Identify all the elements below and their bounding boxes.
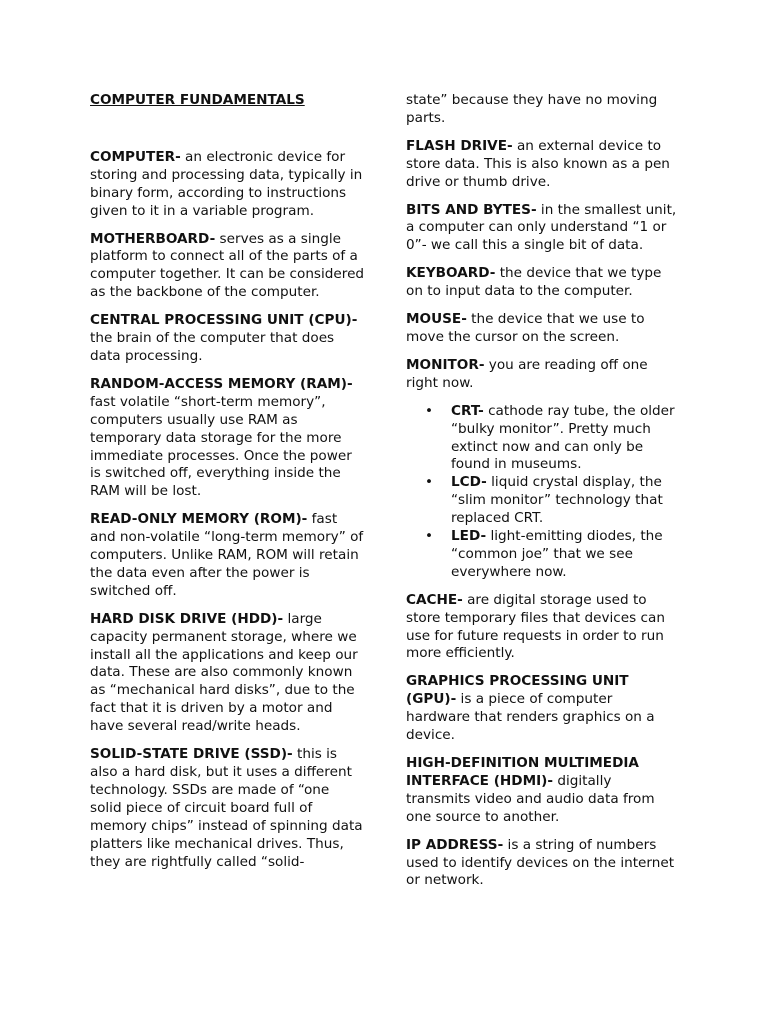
entry-mouse xyxy=(406,311,678,347)
entry-definition: the brain of the computer that does data processing. xyxy=(90,330,335,364)
entry-term: COMPUTER- xyxy=(90,148,181,165)
entry-term: IP ADDRESS- xyxy=(406,836,504,853)
entry-term: HARD DISK DRIVE (HDD)- xyxy=(90,610,284,627)
entry-definition: the device that we type on to input data to the computer. xyxy=(406,265,662,300)
entry-flash-drive xyxy=(406,138,678,192)
right-column xyxy=(406,92,678,900)
entry-term: RANDOM-ACCESS MEMORY (RAM)- xyxy=(90,375,353,392)
entry-ram xyxy=(90,376,365,501)
entry-definition: an electronic device for storing and processing data, typically in binary form, according to instructions given to it in a variable program. xyxy=(90,148,363,219)
entry-definition: are digital storage used to store temporary files that devices can use for future requests in order to run more efficiently. xyxy=(406,591,665,662)
bullet-icon: • xyxy=(425,528,434,545)
entry-definition: large capacity permanent storage, where we install all the applications and keep our data. These are also commonly known as “mechanical hard disks”, due to the fact that it is driven by a motor and have several read/write heads. xyxy=(90,610,358,735)
entry-definition: fast volatile “short-term memory”, computers usually use RAM as temporary data storage for the more immediate processes. Once the power is switched off, everything inside the RAM will be lost. xyxy=(90,393,352,500)
entry-term: READ-ONLY MEMORY (ROM)- xyxy=(90,511,308,528)
entry-definition: light-emitting diodes, the “common joe” that we see everywhere now. xyxy=(451,528,663,580)
entry-definition: serves as a single platform to connect all of the parts of a computer together. It can be considered as the backbone of the computer. xyxy=(90,230,365,301)
entry-definition: fast and non-volatile “long-term memory” of computers. Unlike RAM, ROM will retain the data even after the power is switched off. xyxy=(90,511,364,599)
entry-cache xyxy=(406,592,678,664)
entry-term: MOTHERBOARD- xyxy=(90,230,216,247)
entry-term: GRAPHICS PROCESSING UNIT (GPU)- xyxy=(406,673,629,708)
entry-ssd xyxy=(90,746,365,871)
entry-term: MONITOR- xyxy=(406,356,485,373)
entry-definition: is a piece of computer hardware that renders graphics on a device. xyxy=(406,691,655,744)
entry-term: LCD- xyxy=(451,474,487,491)
entry-hdd xyxy=(90,611,365,736)
entry-term: CENTRAL PROCESSING UNIT (CPU)- xyxy=(90,312,358,329)
bullet-icon: • xyxy=(425,402,434,419)
entry-term: CRT- xyxy=(451,402,484,419)
entry-term: LED- xyxy=(451,528,487,545)
entry-cpu xyxy=(90,312,365,366)
entry-definition: cathode ray tube, the older “bulky monitor”. Pretty much extinct now and can only be found in museums. xyxy=(451,402,675,473)
entry-definition: the device that we use to move the cursor on the screen. xyxy=(406,311,645,345)
entry-definition: digitally transmits video and audio data from one source to another. xyxy=(406,772,655,825)
entry-definition: in the smallest unit, a computer can only understand “1 or 0”- we call this a single bit of data. xyxy=(406,201,677,254)
entry-keyboard xyxy=(406,265,678,301)
left-column xyxy=(90,92,365,881)
entry-gpu xyxy=(406,673,678,745)
entry-definition: this is also a hard disk, but it uses a different technology. SSDs are made of “one solid piece of circuit board full of memory chips” instead of spinning data platters like mechanical drives. Thus, they are rightfully called “solid- xyxy=(90,746,363,870)
entry-bits-bytes xyxy=(406,202,678,256)
entry-hdmi xyxy=(406,755,678,827)
entry-term: BITS AND BYTES- xyxy=(406,201,537,218)
entry-term: HIGH-DEFINITION MULTIMEDIA INTERFACE (HDMI)- xyxy=(406,755,639,789)
list-item-crt xyxy=(406,403,678,475)
entry-term: FLASH DRIVE- xyxy=(406,137,513,154)
monitor-types-list xyxy=(406,403,678,582)
entry-definition: liquid crystal display, the “slim monitor” technology that replaced CRT. xyxy=(451,474,663,527)
list-item-led xyxy=(406,528,678,582)
entry-computer xyxy=(90,149,365,221)
list-item-lcd xyxy=(406,474,678,528)
entry-definition: you are reading off one right now. xyxy=(406,356,648,391)
document-title: COMPUTER FUNDAMENTALS xyxy=(90,92,305,108)
entry-term: KEYBOARD- xyxy=(406,265,496,282)
entry-term: SOLID-STATE DRIVE (SSD)- xyxy=(90,746,293,763)
entry-definition: an external device to store data. This is also known as a pen drive or thumb drive. xyxy=(406,137,670,190)
entry-monitor xyxy=(406,357,678,393)
entry-rom xyxy=(90,511,365,601)
entry-ssd-continued: state” because they have no moving parts. xyxy=(406,92,658,126)
entry-definition: is a string of numbers used to identify devices on the internet or network. xyxy=(406,836,675,889)
entry-ip-address xyxy=(406,837,678,891)
bullet-icon: • xyxy=(425,474,434,491)
entry-term: CACHE- xyxy=(406,591,463,608)
entry-term: MOUSE- xyxy=(406,311,467,328)
entry-motherboard xyxy=(90,231,365,303)
